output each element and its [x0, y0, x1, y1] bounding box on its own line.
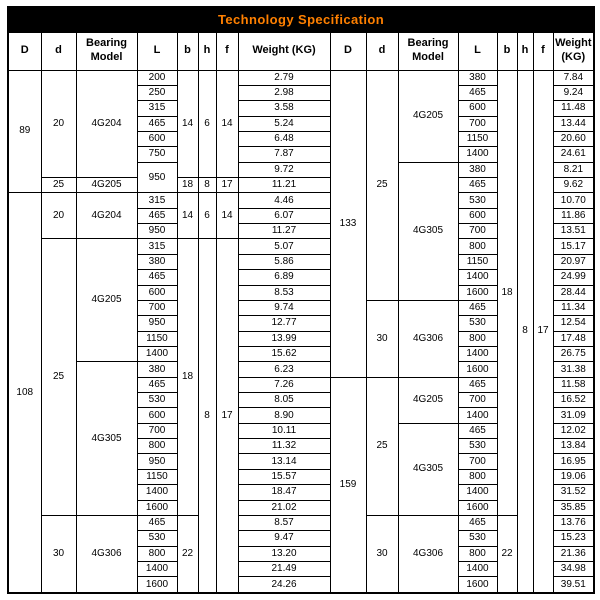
cell-weight-left: 6.48	[238, 131, 330, 146]
cell-L-left: 315	[137, 101, 177, 116]
col-header-f-right: f	[533, 32, 553, 70]
cell-d-right: 25	[366, 377, 398, 515]
col-header-weight-right: Weight (KG)	[553, 32, 594, 70]
cell-weight-right: 31.09	[553, 408, 594, 423]
cell-L-left: 1400	[137, 562, 177, 577]
cell-weight-right: 39.51	[553, 577, 594, 593]
cell-weight-right: 26.75	[553, 346, 594, 361]
cell-L-left: 800	[137, 546, 177, 561]
col-header-h-left: h	[198, 32, 216, 70]
table-row	[8, 70, 594, 85]
cell-weight-left: 12.77	[238, 316, 330, 331]
cell-weight-left: 7.26	[238, 377, 330, 392]
cell-weight-right: 11.58	[553, 377, 594, 392]
cell-d-left: 30	[41, 515, 76, 593]
cell-weight-right: 8.21	[553, 162, 594, 177]
cell-weight-left: 13.99	[238, 331, 330, 346]
cell-weight-left: 7.87	[238, 147, 330, 162]
cell-D-right: 159	[330, 377, 366, 593]
col-header-D-left: D	[8, 32, 41, 70]
cell-weight-left: 11.21	[238, 178, 330, 193]
cell-L-left: 1400	[137, 485, 177, 500]
cell-weight-right: 19.06	[553, 469, 594, 484]
cell-weight-left: 2.98	[238, 85, 330, 100]
cell-weight-right: 13.76	[553, 515, 594, 530]
cell-L-left: 750	[137, 147, 177, 162]
cell-d-left: 20	[41, 70, 76, 178]
cell-weight-left: 8.90	[238, 408, 330, 423]
cell-L-left: 600	[137, 408, 177, 423]
col-header-b-right: b	[497, 32, 517, 70]
cell-D-right: 133	[330, 70, 366, 377]
cell-L-right: 465	[458, 515, 497, 530]
cell-b-right: 18	[497, 70, 517, 515]
cell-weight-right: 12.54	[553, 316, 594, 331]
cell-L-right: 1400	[458, 408, 497, 423]
cell-weight-left: 9.72	[238, 162, 330, 177]
cell-d-left: 20	[41, 193, 76, 239]
cell-weight-left: 5.86	[238, 254, 330, 269]
cell-weight-right: 16.95	[553, 454, 594, 469]
title-row	[8, 7, 594, 32]
cell-weight-left: 15.62	[238, 346, 330, 361]
cell-weight-left: 21.49	[238, 562, 330, 577]
col-header-b-left: b	[177, 32, 198, 70]
cell-L-right: 1600	[458, 500, 497, 515]
cell-weight-right: 20.60	[553, 131, 594, 146]
cell-weight-left: 13.14	[238, 454, 330, 469]
cell-weight-left: 5.07	[238, 239, 330, 254]
cell-weight-left: 6.07	[238, 208, 330, 223]
cell-L-right: 465	[458, 85, 497, 100]
cell-L-left: 465	[137, 270, 177, 285]
cell-h-left: 6	[198, 193, 216, 239]
cell-b-left: 18	[177, 178, 198, 193]
cell-L-left: 1600	[137, 577, 177, 593]
col-header-L-left: L	[137, 32, 177, 70]
table-row	[8, 515, 594, 530]
cell-L-right: 1600	[458, 362, 497, 377]
cell-weight-right: 13.51	[553, 224, 594, 239]
cell-weight-left: 6.23	[238, 362, 330, 377]
cell-L-left: 700	[137, 423, 177, 438]
cell-L-right: 1400	[458, 485, 497, 500]
cell-weight-left: 3.58	[238, 101, 330, 116]
cell-d-right: 30	[366, 300, 398, 377]
cell-L-right: 1400	[458, 270, 497, 285]
header-row	[8, 32, 594, 70]
cell-L-left: 950	[137, 316, 177, 331]
spec-table	[7, 6, 595, 594]
col-header-model-left: Bearing Model	[76, 32, 137, 70]
cell-d-left: 25	[41, 178, 76, 193]
cell-weight-right: 9.62	[553, 178, 594, 193]
cell-weight-left: 10.11	[238, 423, 330, 438]
cell-weight-right: 11.86	[553, 208, 594, 223]
cell-L-right: 380	[458, 162, 497, 177]
cell-weight-left: 8.53	[238, 285, 330, 300]
cell-L-left: 250	[137, 85, 177, 100]
cell-b-left: 18	[177, 239, 198, 515]
cell-L-left: 1150	[137, 469, 177, 484]
cell-b-left: 22	[177, 515, 198, 593]
cell-L-right: 1400	[458, 346, 497, 361]
cell-model-left: 4G205	[76, 239, 137, 362]
cell-weight-right: 15.23	[553, 531, 594, 546]
cell-L-left: 200	[137, 70, 177, 85]
cell-L-right: 800	[458, 469, 497, 484]
cell-L-right: 465	[458, 423, 497, 438]
cell-weight-left: 4.46	[238, 193, 330, 208]
cell-L-left: 1400	[137, 346, 177, 361]
cell-weight-right: 21.36	[553, 546, 594, 561]
cell-b-left: 14	[177, 193, 198, 239]
col-header-model-right: Bearing Model	[398, 32, 458, 70]
cell-model-left: 4G204	[76, 70, 137, 178]
cell-f-left: 14	[216, 193, 238, 239]
cell-b-left: 14	[177, 70, 198, 178]
cell-L-right: 530	[458, 316, 497, 331]
cell-f-left: 17	[216, 178, 238, 193]
cell-L-right: 380	[458, 70, 497, 85]
cell-model-left: 4G204	[76, 193, 137, 239]
cell-model-right: 4G205	[398, 70, 458, 162]
cell-weight-right: 20.97	[553, 254, 594, 269]
cell-L-left: 380	[137, 362, 177, 377]
col-header-h-right: h	[517, 32, 533, 70]
cell-L-right: 700	[458, 393, 497, 408]
cell-L-left: 950	[137, 162, 177, 193]
cell-weight-left: 9.47	[238, 531, 330, 546]
cell-L-right: 530	[458, 531, 497, 546]
cell-L-left: 530	[137, 393, 177, 408]
col-header-f-left: f	[216, 32, 238, 70]
cell-weight-right: 9.24	[553, 85, 594, 100]
col-header-D-right: D	[330, 32, 366, 70]
cell-weight-right: 13.84	[553, 439, 594, 454]
cell-L-right: 800	[458, 546, 497, 561]
cell-L-right: 800	[458, 331, 497, 346]
cell-L-right: 1150	[458, 131, 497, 146]
cell-weight-right: 24.61	[553, 147, 594, 162]
cell-weight-right: 11.34	[553, 300, 594, 315]
cell-weight-right: 17.48	[553, 331, 594, 346]
cell-weight-left: 9.74	[238, 300, 330, 315]
cell-L-right: 530	[458, 193, 497, 208]
cell-weight-right: 31.52	[553, 485, 594, 500]
cell-L-left: 800	[137, 439, 177, 454]
cell-model-left: 4G306	[76, 515, 137, 593]
cell-weight-left: 24.26	[238, 577, 330, 593]
cell-weight-right: 13.44	[553, 116, 594, 131]
cell-L-left: 380	[137, 254, 177, 269]
cell-model-right: 4G306	[398, 515, 458, 593]
cell-L-right: 530	[458, 439, 497, 454]
cell-weight-right: 11.48	[553, 101, 594, 116]
cell-d-left: 25	[41, 239, 76, 515]
cell-L-right: 465	[458, 377, 497, 392]
cell-model-right: 4G305	[398, 162, 458, 300]
cell-L-right: 465	[458, 300, 497, 315]
cell-weight-left: 8.05	[238, 393, 330, 408]
cell-L-left: 950	[137, 454, 177, 469]
cell-L-left: 600	[137, 285, 177, 300]
cell-L-left: 465	[137, 515, 177, 530]
cell-weight-right: 12.02	[553, 423, 594, 438]
cell-h-left: 8	[198, 178, 216, 193]
cell-weight-left: 18.47	[238, 485, 330, 500]
cell-L-left: 315	[137, 239, 177, 254]
cell-L-left: 1150	[137, 331, 177, 346]
cell-L-right: 1600	[458, 577, 497, 593]
cell-weight-left: 15.57	[238, 469, 330, 484]
cell-weight-left: 2.79	[238, 70, 330, 85]
cell-weight-left: 21.02	[238, 500, 330, 515]
cell-L-left: 950	[137, 224, 177, 239]
cell-L-right: 700	[458, 454, 497, 469]
cell-f-left: 14	[216, 70, 238, 178]
cell-L-left: 1600	[137, 500, 177, 515]
cell-model-right: 4G205	[398, 377, 458, 423]
cell-weight-left: 5.24	[238, 116, 330, 131]
cell-model-left: 4G205	[76, 178, 137, 193]
cell-weight-right: 10.70	[553, 193, 594, 208]
cell-h-right: 8	[517, 70, 533, 593]
cell-D-left: 108	[8, 193, 41, 593]
table-body	[8, 70, 594, 593]
cell-L-right: 600	[458, 208, 497, 223]
cell-b-right: 22	[497, 515, 517, 593]
cell-model-right: 4G305	[398, 423, 458, 515]
col-header-L-right: L	[458, 32, 497, 70]
cell-L-right: 700	[458, 224, 497, 239]
cell-L-left: 465	[137, 377, 177, 392]
cell-h-left: 6	[198, 70, 216, 178]
cell-L-right: 1150	[458, 254, 497, 269]
cell-L-left: 465	[137, 208, 177, 223]
cell-weight-right: 34.98	[553, 562, 594, 577]
cell-L-left: 700	[137, 300, 177, 315]
cell-L-right: 1400	[458, 562, 497, 577]
cell-L-right: 700	[458, 116, 497, 131]
col-header-d-left: d	[41, 32, 76, 70]
cell-L-right: 1400	[458, 147, 497, 162]
cell-d-right: 25	[366, 70, 398, 300]
cell-weight-right: 31.38	[553, 362, 594, 377]
cell-model-right: 4G306	[398, 300, 458, 377]
page-title: Technology Specification	[8, 7, 594, 32]
cell-weight-left: 11.32	[238, 439, 330, 454]
cell-weight-right: 35.85	[553, 500, 594, 515]
cell-weight-left: 6.89	[238, 270, 330, 285]
cell-h-left: 8	[198, 239, 216, 593]
cell-weight-right: 16.52	[553, 393, 594, 408]
cell-L-right: 465	[458, 178, 497, 193]
cell-weight-right: 7.84	[553, 70, 594, 85]
cell-weight-right: 28.44	[553, 285, 594, 300]
cell-weight-left: 8.57	[238, 515, 330, 530]
col-header-d-right: d	[366, 32, 398, 70]
cell-f-right: 17	[533, 70, 553, 593]
cell-weight-right: 15.17	[553, 239, 594, 254]
cell-weight-left: 13.20	[238, 546, 330, 561]
cell-d-right: 30	[366, 515, 398, 593]
col-header-weight-left: Weight (KG)	[238, 32, 330, 70]
cell-D-left: 89	[8, 70, 41, 193]
cell-L-left: 530	[137, 531, 177, 546]
cell-weight-left: 11.27	[238, 224, 330, 239]
cell-model-left: 4G305	[76, 362, 137, 516]
cell-L-right: 800	[458, 239, 497, 254]
cell-L-left: 315	[137, 193, 177, 208]
cell-L-left: 600	[137, 131, 177, 146]
cell-L-left: 465	[137, 116, 177, 131]
cell-weight-right: 24.99	[553, 270, 594, 285]
cell-L-right: 600	[458, 101, 497, 116]
cell-L-right: 1600	[458, 285, 497, 300]
cell-f-left: 17	[216, 239, 238, 593]
